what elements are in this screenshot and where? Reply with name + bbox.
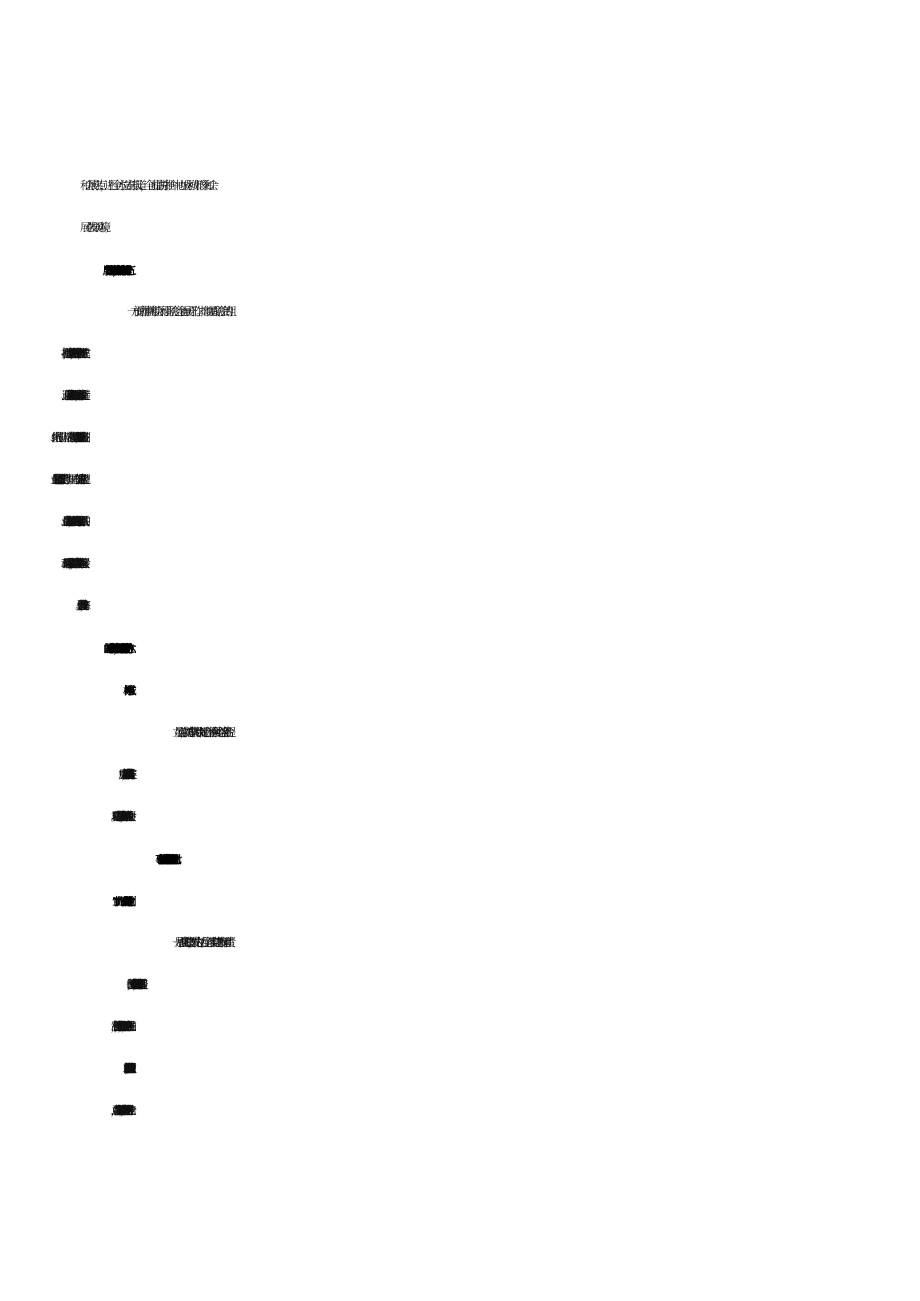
paragraph-line	[126, 760, 920, 790]
paragraph-line	[80, 381, 920, 411]
paragraph-line	[80, 339, 920, 369]
paragraph-line: 展业发展环境。	[80, 221, 108, 234]
paragraph-line: 立足实际，依托春申集团尽快制定出台《淄博会展中心综合整治提	[172, 726, 228, 739]
section-heading-6-cont	[126, 676, 920, 706]
section-heading-5	[126, 256, 920, 286]
paragraph-line	[80, 549, 920, 579]
paragraph-line	[80, 591, 920, 621]
paragraph-line	[126, 1096, 920, 1126]
paragraph-line	[126, 1012, 920, 1042]
paragraph-line: 一是加强党的建设，激发内在活力。全面落实党建工作目标管理责	[172, 936, 228, 949]
section-heading-7-cont	[126, 887, 920, 917]
paragraph-line	[80, 507, 920, 537]
paragraph-line	[80, 465, 920, 495]
paragraph-line	[126, 802, 920, 832]
paragraph-line	[80, 423, 920, 453]
paragraph-line	[126, 1054, 920, 1084]
section-heading-6	[126, 634, 920, 664]
section-heading-7	[172, 845, 920, 875]
paragraph-line: 一方面助推淄博市会展行业联合会全面展开工作。推动完成联合会的组	[127, 305, 230, 318]
paragraph-line: 和会展热点，进行全方位宣传报道，全面提高并推介中心城区城市形象和会	[80, 179, 212, 192]
paragraph-line: 任制，建立健全党建工作长效机制，确保党的建设各项部署落到实处。	[126, 978, 139, 991]
